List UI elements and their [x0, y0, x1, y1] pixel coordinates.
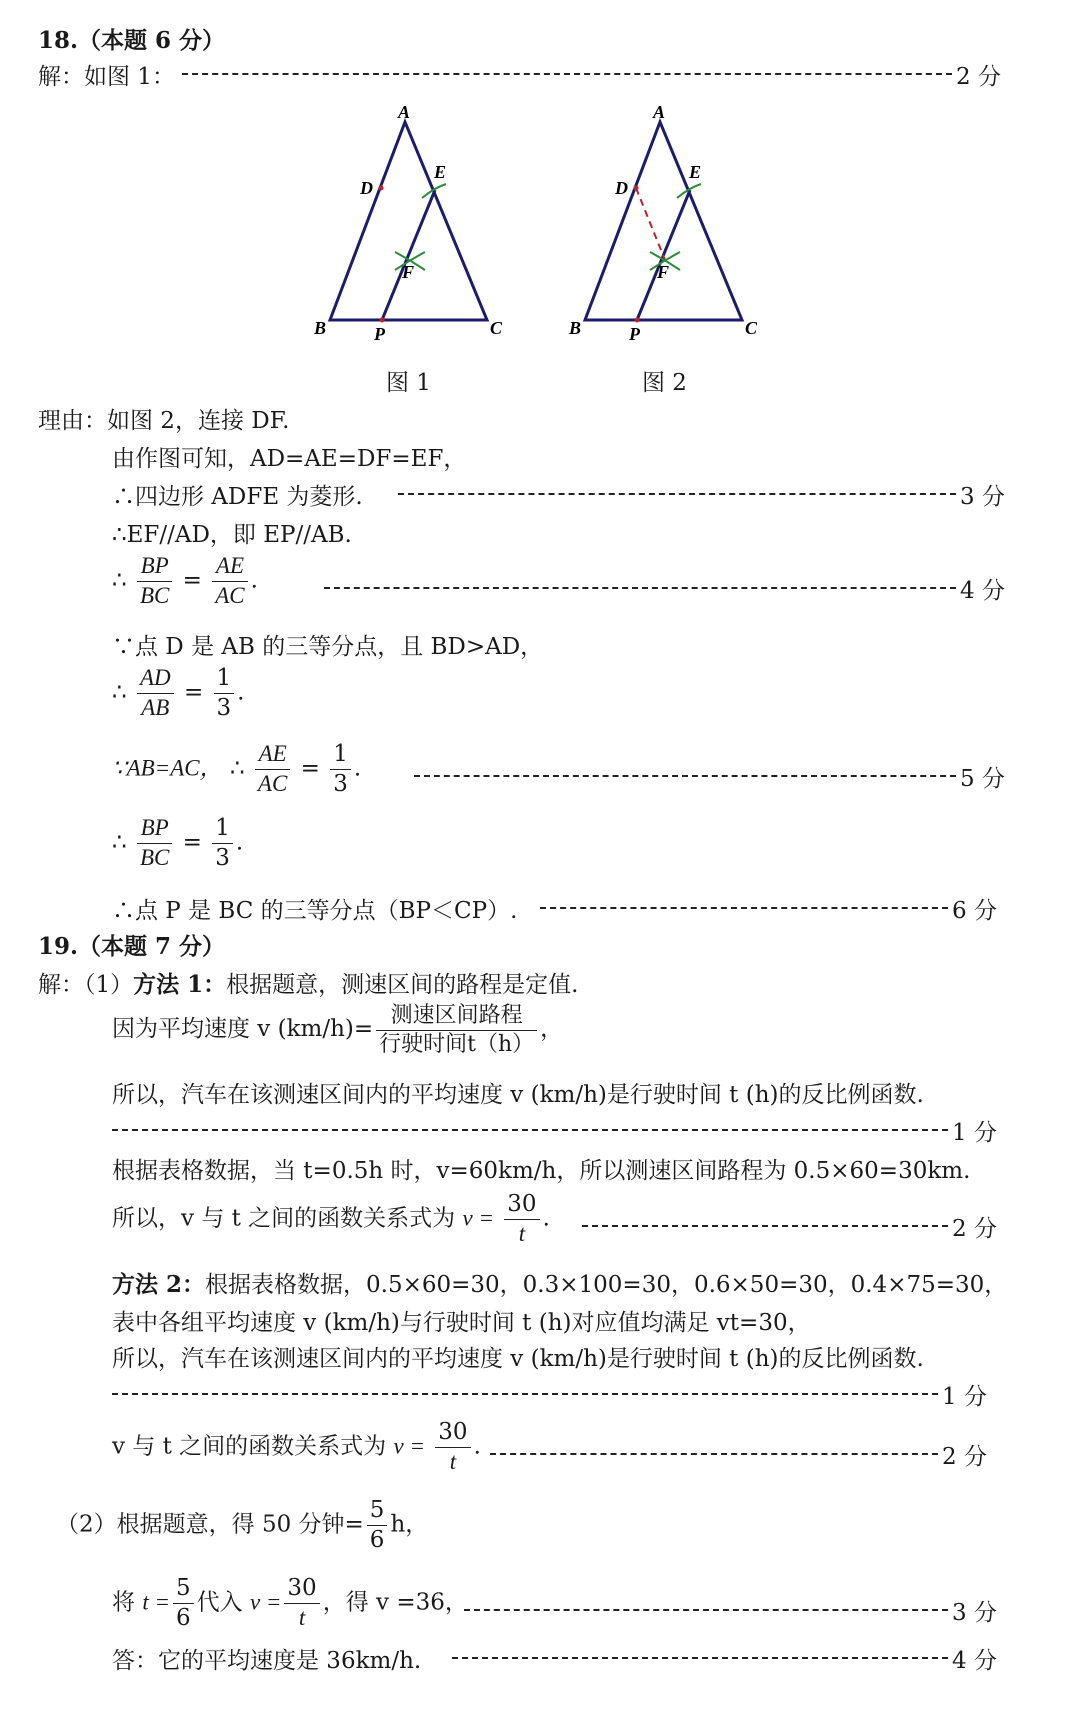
method1-text: 根据题意，测速区间的路程是定值. — [226, 972, 579, 998]
inverse-line: 所以，汽车在该测速区间内的平均速度 v (km/h)是行驶时间 t (h)的反比例函数. — [112, 1082, 924, 1108]
denominator: BC — [139, 844, 170, 870]
q19-part1-line — [38, 966, 578, 999]
fraction-one-third — [330, 740, 351, 799]
numerator: BP — [137, 814, 172, 844]
relation-text: 所以，v 与 t 之间的函数关系式为 — [112, 1205, 456, 1232]
dashed-leader — [464, 1609, 948, 1611]
dashed-leader — [582, 1225, 948, 1227]
denominator: BC — [139, 582, 170, 608]
score-mark: 2 分 — [956, 64, 1001, 90]
ratio-line-4: ∴ $\frac{BP}{BC}$ = $\frac{1}{3}$ . — [112, 815, 244, 871]
reason-line: 理由：如图 2，连接 DF. — [38, 408, 290, 434]
therefore-symbol: ∴ — [229, 755, 245, 782]
score-mark: 5 分 — [960, 766, 1005, 792]
method2-line-3: 所以，汽车在该测速区间内的平均速度 v (km/h)是行驶时间 t (h)的反比例函数. — [112, 1346, 924, 1372]
q19-heading: 19.（本题 7 分） — [38, 933, 226, 960]
score-mark: 1 分 — [952, 1120, 997, 1146]
triangle-abc — [330, 122, 487, 320]
numerator: 1 — [214, 664, 235, 694]
numerator: 30 — [435, 1418, 470, 1448]
trisect-line: ∵点 D 是 AB 的三等分点，且 BD>AD， — [112, 634, 544, 660]
denominator: 3 — [215, 844, 230, 871]
dashed-leader — [490, 1453, 938, 1455]
numerator: AE — [255, 740, 290, 770]
score-mark: 1 分 — [942, 1384, 987, 1410]
substitute-line — [112, 1574, 468, 1633]
label-p: P — [629, 324, 640, 344]
fraction-5-6 — [367, 1496, 388, 1555]
v-equals: v = — [249, 1589, 282, 1615]
method2-line-1 — [112, 1266, 1007, 1299]
substitute-prefix: 将 — [112, 1589, 135, 1616]
numerator: AE — [212, 552, 247, 582]
triangle-abc — [585, 122, 742, 320]
label-a: A — [398, 102, 411, 122]
denominator: 3 — [216, 694, 232, 721]
figure-1 — [313, 102, 503, 344]
numerator: 30 — [504, 1190, 539, 1220]
figure-2-caption: 图 2 — [642, 370, 687, 396]
dashed-leader — [112, 1129, 948, 1131]
point-d — [634, 186, 639, 191]
segment-df — [636, 188, 665, 260]
score-mark: 4 分 — [960, 578, 1005, 604]
dashed-leader — [398, 493, 956, 495]
denominator: t — [449, 1448, 457, 1474]
fraction-bp-bc — [137, 814, 172, 873]
avg-speed-suffix: ， — [540, 1016, 564, 1042]
avg-speed-prefix: 因为平均速度 v (km/h)= — [112, 1016, 374, 1042]
score-mark: 4 分 — [952, 1648, 997, 1674]
fraction-ae-ac — [255, 740, 290, 799]
denominator: AB — [141, 694, 170, 720]
label-b: B — [569, 318, 582, 338]
figure-2 — [568, 102, 758, 344]
q18-solve-label: 解：如图 1： — [38, 64, 175, 90]
t-equals: t = — [142, 1589, 170, 1615]
therefore-symbol: ∴ — [112, 567, 127, 594]
label-c: C — [745, 318, 758, 338]
substitute-result: ，得 v =36， — [322, 1589, 468, 1616]
part2-line — [56, 1496, 428, 1555]
therefore-symbol: ∴ — [112, 679, 127, 706]
label-f: F — [402, 262, 415, 282]
rhombus-line: ∴四边形 ADFE 为菱形. — [112, 484, 363, 510]
denominator: AC — [215, 582, 245, 608]
label-c: C — [490, 318, 503, 338]
relation-text-2: v 与 t 之间的函数关系式为 — [112, 1433, 387, 1460]
fraction-30-over-t — [435, 1418, 470, 1477]
answer-line: 答：它的平均速度是 36km/h. — [112, 1648, 422, 1674]
denominator: AC — [257, 770, 288, 796]
method1-label: 方法 1： — [133, 971, 227, 998]
avg-speed-line — [112, 1002, 563, 1058]
part2-text: （2）根据题意，得 50 分钟= — [56, 1511, 364, 1538]
ratio-line-3: ∵AB=AC， ∴ $\frac{AE}{AC}$ = $\frac{1}{3}$ . — [112, 741, 362, 797]
denominator: 3 — [333, 770, 348, 797]
substitute-mid: 代入 — [196, 1589, 243, 1616]
q18-heading: 18.（本题 6 分） — [38, 27, 226, 54]
denominator: t — [518, 1220, 526, 1246]
segment-pe — [382, 190, 435, 320]
point-d — [379, 186, 384, 191]
label-e: E — [689, 162, 702, 182]
numerator: 1 — [212, 814, 233, 844]
construct-line: 由作图可知，AD=AE=DF=EF， — [112, 446, 467, 472]
dashed-leader — [540, 907, 948, 909]
figures — [300, 100, 780, 400]
label-e: E — [434, 162, 447, 182]
numerator: AD — [137, 664, 174, 694]
method2-line-2: 表中各组平均速度 v (km/h)与行驶时间 t (h)对应值均满足 vt=30， — [112, 1310, 811, 1336]
hour-unit: h， — [390, 1511, 429, 1538]
fraction-30-over-t — [284, 1574, 319, 1633]
score-mark: 3 分 — [960, 484, 1005, 510]
table-line: 根据表格数据，当 t=0.5h 时，v=60km/h，所以测速区间路程为 0.5×60=30km. — [112, 1158, 971, 1184]
fraction-30-over-t — [504, 1190, 539, 1249]
numerator: 5 — [173, 1574, 194, 1604]
method2-text: 根据表格数据，0.5×60=30，0.3×100=30，0.6×50=30，0.4×75=30， — [205, 1272, 1008, 1298]
label-b: B — [314, 318, 327, 338]
score-mark: 3 分 — [952, 1600, 997, 1626]
denominator: 行驶时间t（h） — [379, 1031, 535, 1057]
fraction-one-third — [212, 814, 233, 873]
ratio-line-1: ∴ $\frac{BP}{BC}$ = $\frac{AE}{AC}$ . — [112, 552, 258, 611]
conclusion-line: ∴点 P 是 BC 的三等分点（BP＜CP）. — [112, 898, 518, 924]
point-p — [380, 318, 385, 323]
fraction-one-third — [214, 664, 235, 723]
numerator: 测速区间路程 — [376, 1002, 537, 1031]
label-p: P — [374, 324, 385, 344]
method2-label: 方法 2： — [112, 1271, 206, 1298]
label-d: D — [615, 178, 628, 198]
relation-line-1: 所以，v 与 t 之间的函数关系式为 v = $\frac{30}{t}$ . — [112, 1190, 550, 1249]
numerator: 5 — [367, 1496, 388, 1526]
numerator: 30 — [284, 1574, 319, 1604]
score-mark: 6 分 — [952, 898, 997, 924]
fraction-ae-ac — [212, 552, 247, 611]
label-d: D — [360, 178, 373, 198]
dashed-leader — [112, 1393, 938, 1395]
therefore-symbol: ∴ — [112, 829, 127, 856]
fraction-distance-time — [376, 1002, 537, 1058]
v-equals: v = — [393, 1433, 425, 1459]
relation-line-2: v 与 t 之间的函数关系式为 v = $\frac{30}{t}$ . — [112, 1418, 481, 1477]
v-equals: v = — [462, 1205, 494, 1231]
point-p — [635, 318, 640, 323]
score-mark: 2 分 — [942, 1444, 987, 1470]
denominator: 6 — [175, 1604, 191, 1631]
ratio-line-2: ∴ $\frac{AD}{AB}$ = $\frac{1}{3}$ . — [112, 665, 245, 721]
numerator: 1 — [330, 740, 351, 770]
dashed-leader — [182, 73, 952, 75]
ab-ac-text: ∵AB=AC， — [112, 755, 223, 781]
fraction-bp-bc — [137, 552, 172, 611]
dashed-leader — [324, 587, 956, 589]
fraction-5-6 — [173, 1574, 194, 1633]
denominator: 6 — [369, 1526, 385, 1553]
denominator: t — [298, 1604, 306, 1630]
label-a: A — [653, 102, 666, 122]
part1-intro: 解：（1） — [38, 972, 134, 998]
numerator: BP — [137, 552, 172, 582]
fraction-ad-ab — [137, 664, 174, 723]
figure-1-caption: 图 1 — [386, 370, 431, 396]
dashed-leader — [452, 1657, 948, 1659]
score-mark: 2 分 — [952, 1216, 997, 1242]
dashed-leader — [414, 775, 956, 777]
parallel-line: ∴EF//AD，即 EP//AB. — [112, 522, 352, 548]
label-f: F — [657, 262, 670, 282]
